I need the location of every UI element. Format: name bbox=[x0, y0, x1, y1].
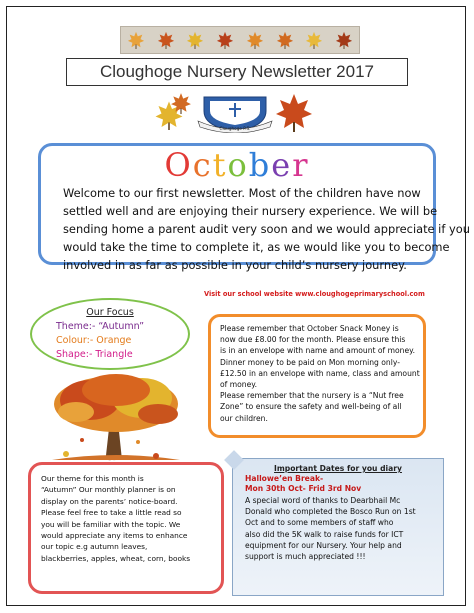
leaf-icon bbox=[216, 31, 234, 49]
leaf-icon bbox=[274, 92, 314, 132]
thanks-line: Oct and to some members of staff who bbox=[245, 518, 394, 528]
leaf-icon bbox=[157, 31, 175, 49]
thanks-line: A special word of thanks to Dearbhail Mc bbox=[245, 496, 401, 505]
theme-line: Please feel free to take a little read so bbox=[41, 508, 182, 518]
welcome-line: Welcome to our first newsletter. Most of the children have now bbox=[63, 186, 421, 200]
thanks-line: also did the 5K walk to raise funds for ICT bbox=[245, 529, 404, 539]
theme-line: you will be familiar with the topic. We bbox=[41, 519, 181, 529]
october-letter: e bbox=[271, 146, 293, 184]
snack-line: is in an envelope with name and amount of money. bbox=[220, 346, 415, 356]
thanks-line: equipment for our Nursery. Your help and bbox=[245, 540, 402, 550]
snack-line: Zone” to ensure the safety and well-being of all bbox=[220, 402, 402, 412]
important-dates-box bbox=[232, 458, 444, 596]
newsletter-title: Cloughoge Nursery Newsletter 2017 bbox=[66, 58, 408, 86]
theme-line: would appreciate any items to enhance bbox=[41, 531, 188, 541]
snack-text bbox=[220, 323, 420, 424]
theme-line: Our theme for this month is bbox=[41, 474, 144, 483]
snack-line: Please remember that October Snack Money is bbox=[220, 324, 399, 333]
leaf-icon bbox=[276, 31, 294, 49]
our-focus-oval bbox=[30, 298, 190, 370]
snack-line: Dinner money to be paid on Mon morning only- bbox=[220, 357, 400, 367]
leaf-icon bbox=[127, 31, 145, 49]
focus-title: Our Focus bbox=[86, 307, 134, 318]
theme-text bbox=[41, 473, 215, 564]
thanks-text bbox=[245, 495, 437, 562]
leaf-icon bbox=[246, 31, 264, 49]
autumn-leaf-banner bbox=[120, 26, 360, 54]
theme-line: our topic e.g autumn leaves, bbox=[41, 542, 148, 552]
welcome-text bbox=[63, 184, 470, 274]
thanks-line: support is much appreciated !!! bbox=[245, 552, 366, 562]
october-heading bbox=[41, 146, 433, 184]
leaf-icon bbox=[335, 31, 353, 49]
focus-theme: Theme:- “Autumn” bbox=[56, 321, 145, 332]
welcome-line: involved in as far as possible in your child’s nursery journey. bbox=[63, 258, 407, 272]
monthly-theme-box bbox=[28, 462, 224, 594]
snack-line: Please remember that the nursery is a “Nut free bbox=[220, 391, 404, 401]
october-letter: o bbox=[227, 146, 249, 184]
welcome-line: sending home a parent audit very soon and we would appreciate if you bbox=[63, 222, 470, 236]
svg-text:Cloughoge P.S.: Cloughoge P.S. bbox=[219, 126, 251, 131]
october-welcome-box bbox=[38, 143, 470, 272]
school-website-text: Visit our school website www.cloughogeprimaryschool.com bbox=[204, 290, 425, 298]
leaf-icon bbox=[305, 31, 323, 49]
focus-shape: Shape:- Triangle bbox=[56, 349, 133, 360]
snack-line: £12.50 in an envelope with name, class and amount bbox=[220, 368, 420, 378]
october-letter: c bbox=[192, 146, 213, 184]
snack-line: of money. bbox=[220, 380, 258, 390]
october-letter: b bbox=[248, 146, 272, 184]
snack-line: now due £8.00 for the month. Please ensure this bbox=[220, 335, 406, 345]
dates-heading: Important Dates for you diary bbox=[274, 464, 402, 473]
leaf-icon bbox=[170, 92, 192, 114]
thanks-line: Donald who completed the Bosco Run on 1st bbox=[245, 507, 416, 517]
halloween-break-label: Hallowe’en Break- bbox=[245, 474, 324, 483]
theme-line: blackberries, apples, wheat, corn, books bbox=[41, 553, 191, 563]
autumn-tree-illustration bbox=[46, 372, 186, 462]
october-letter: r bbox=[292, 146, 310, 184]
halloween-break-dates: Mon 30th Oct- Frid 3rd Nov bbox=[245, 484, 362, 493]
welcome-line: would take the time to complete it, as we would like you to become bbox=[63, 240, 450, 254]
october-letter: t bbox=[212, 146, 228, 184]
school-crest-logo bbox=[196, 93, 274, 133]
welcome-line: settled well and are enjoying their nursery experience. We will be bbox=[63, 204, 438, 218]
focus-colour: Colour:- Orange bbox=[56, 335, 132, 346]
theme-line: display on the parents’ notice-board. bbox=[41, 496, 178, 506]
snack-money-box bbox=[208, 314, 426, 438]
snack-line: our children. bbox=[220, 413, 268, 423]
theme-line: “Autumn” Our monthly planner is on bbox=[41, 485, 176, 495]
leaf-icon bbox=[186, 31, 204, 49]
october-letter: O bbox=[164, 146, 193, 184]
